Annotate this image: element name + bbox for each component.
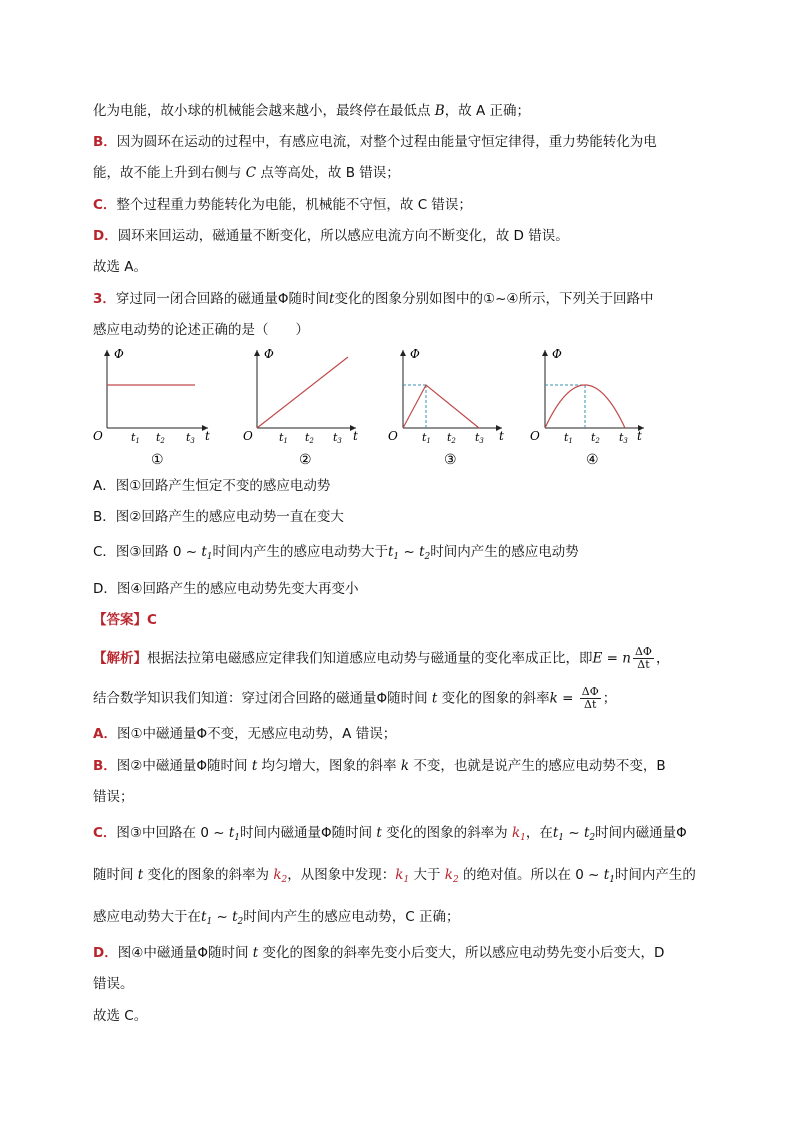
- graph-3: [388, 347, 504, 468]
- svg-text:t3: t3: [619, 431, 628, 445]
- analysis-choice: 故选 C。: [93, 1008, 148, 1024]
- svg-text:t2: t2: [447, 431, 456, 445]
- question-line-1: 3．穿过同一闭合回路的磁通量Φ随时间t变化的图象分别如图中的①~④所示，下列关于回路中: [93, 291, 654, 307]
- svg-text:t3: t3: [475, 431, 484, 445]
- graph-1-origin: O: [93, 429, 103, 443]
- svg-text:O: O: [243, 429, 253, 443]
- analysis-option-c-cont-2: 感应电动势大于在$t_1$ ~ $t_2$时间内产生的感应电动势，C 正确；: [93, 909, 460, 927]
- svg-text:Φ: Φ: [410, 347, 420, 361]
- svg-text:t1: t1: [131, 431, 140, 445]
- prev-option-c: C．整个过程重力势能转化为电能，机械能不守恒，故 C 错误；: [93, 197, 472, 213]
- prev-option-b: B．因为圆环在运动的过程中，有感应电流，对整个过程由能量守恒定律得，重力势能转化为电: [93, 134, 657, 150]
- option-a: A．图①回路产生恒定不变的感应电动势: [93, 478, 331, 494]
- flux-graphs-figure: [90, 340, 650, 470]
- svg-text:t1: t1: [564, 431, 573, 445]
- analysis-option-b-cont: 错误；: [93, 789, 134, 805]
- option-b: B．图②回路产生的感应电动势一直在变大: [93, 509, 344, 525]
- graph-3-line: [403, 385, 479, 428]
- svg-text:t2: t2: [305, 431, 314, 445]
- analysis-line-2: 结合数学知识我们知道：穿过闭合回路的磁通量Φ随时间 t 变化的图象的斜率k = $\frac{\Delta\Phi}{\Delta t}$ ；: [93, 685, 617, 711]
- svg-text:t1: t1: [422, 431, 431, 445]
- graph-2: [243, 347, 358, 468]
- prev-line-1: 化为电能，故小球的机械能会越来越小，最终停在最低点 B，故 A 正确；: [93, 103, 531, 119]
- svg-text:t: t: [353, 429, 358, 443]
- analysis-line-1: 【解析】根据法拉第电磁感应定律我们知道感应电动势与磁通量的变化率成正比，即E = n $\frac{\Delta\Phi}{\Delta t}$ ，: [93, 645, 670, 671]
- graph-1-caption: ①: [151, 452, 164, 468]
- svg-text:t3: t3: [186, 431, 195, 445]
- graph-3-caption: ③: [444, 452, 457, 468]
- prev-choice: 故选 A。: [93, 259, 148, 275]
- graph-1-t-label: t: [205, 429, 210, 443]
- option-d: D．图④回路产生的感应电动势先变大再变小: [93, 581, 359, 597]
- analysis-option-c-cont-1: 随时间 t 变化的图象的斜率为 $k_2$，从图象中发现：$k_1$ 大于 $k_2$ 的绝对值。所以在 0 ~ $t_1$时间内产生的: [93, 867, 696, 885]
- analysis-option-a: A．图①中磁通量Φ不变，无感应电动势，A 错误；: [93, 726, 397, 742]
- graph-1-phi-label: Φ: [114, 347, 124, 361]
- graph-1: [93, 347, 210, 468]
- svg-text:t2: t2: [156, 431, 165, 445]
- svg-text:t: t: [499, 429, 504, 443]
- svg-text:t3: t3: [333, 431, 342, 445]
- analysis-option-c: C．图③中回路在 0 ~ $t_1$时间内磁通量Φ随时间 t 变化的图象的斜率为 $k_1$，在$t_1$ ~ $t_2$时间内磁通量Φ: [93, 825, 687, 843]
- graph-2-line: [257, 357, 348, 428]
- graph-2-caption: ②: [299, 452, 312, 468]
- svg-text:t2: t2: [591, 431, 600, 445]
- svg-text:Φ: Φ: [264, 347, 274, 361]
- prev-option-b-cont: 能，故不能上升到右侧与 C 点等高处，故 B 错误；: [93, 165, 400, 181]
- answer-line: 【答案】C: [93, 612, 157, 628]
- graph-4: [530, 347, 644, 468]
- svg-text:t1: t1: [279, 431, 288, 445]
- question-line-2: 感应电动势的论述正确的是（ ）: [93, 322, 309, 338]
- analysis-option-b: B．图②中磁通量Φ随时间 t 均匀增大，图象的斜率 k 不变，也就是说产生的感应电动势不变，B: [93, 758, 666, 774]
- svg-text:O: O: [388, 429, 398, 443]
- svg-text:Φ: Φ: [552, 347, 562, 361]
- analysis-option-d: D．图④中磁通量Φ随时间 t 变化的图象的斜率先变小后变大，所以感应电动势先变小后变大，D: [93, 945, 665, 961]
- analysis-option-d-cont: 错误。: [93, 976, 134, 992]
- svg-text:O: O: [530, 429, 540, 443]
- graph-4-caption: ④: [586, 452, 599, 468]
- svg-text:t: t: [637, 429, 642, 443]
- option-c: C．图③回路 0 ~ $t_1$时间内产生的感应电动势大于$t_1$ ~ $t_2$时间内产生的感应电动势: [93, 544, 579, 562]
- prev-option-d: D．圆环来回运动，磁通量不断变化，所以感应电流方向不断变化，故 D 错误。: [93, 228, 569, 244]
